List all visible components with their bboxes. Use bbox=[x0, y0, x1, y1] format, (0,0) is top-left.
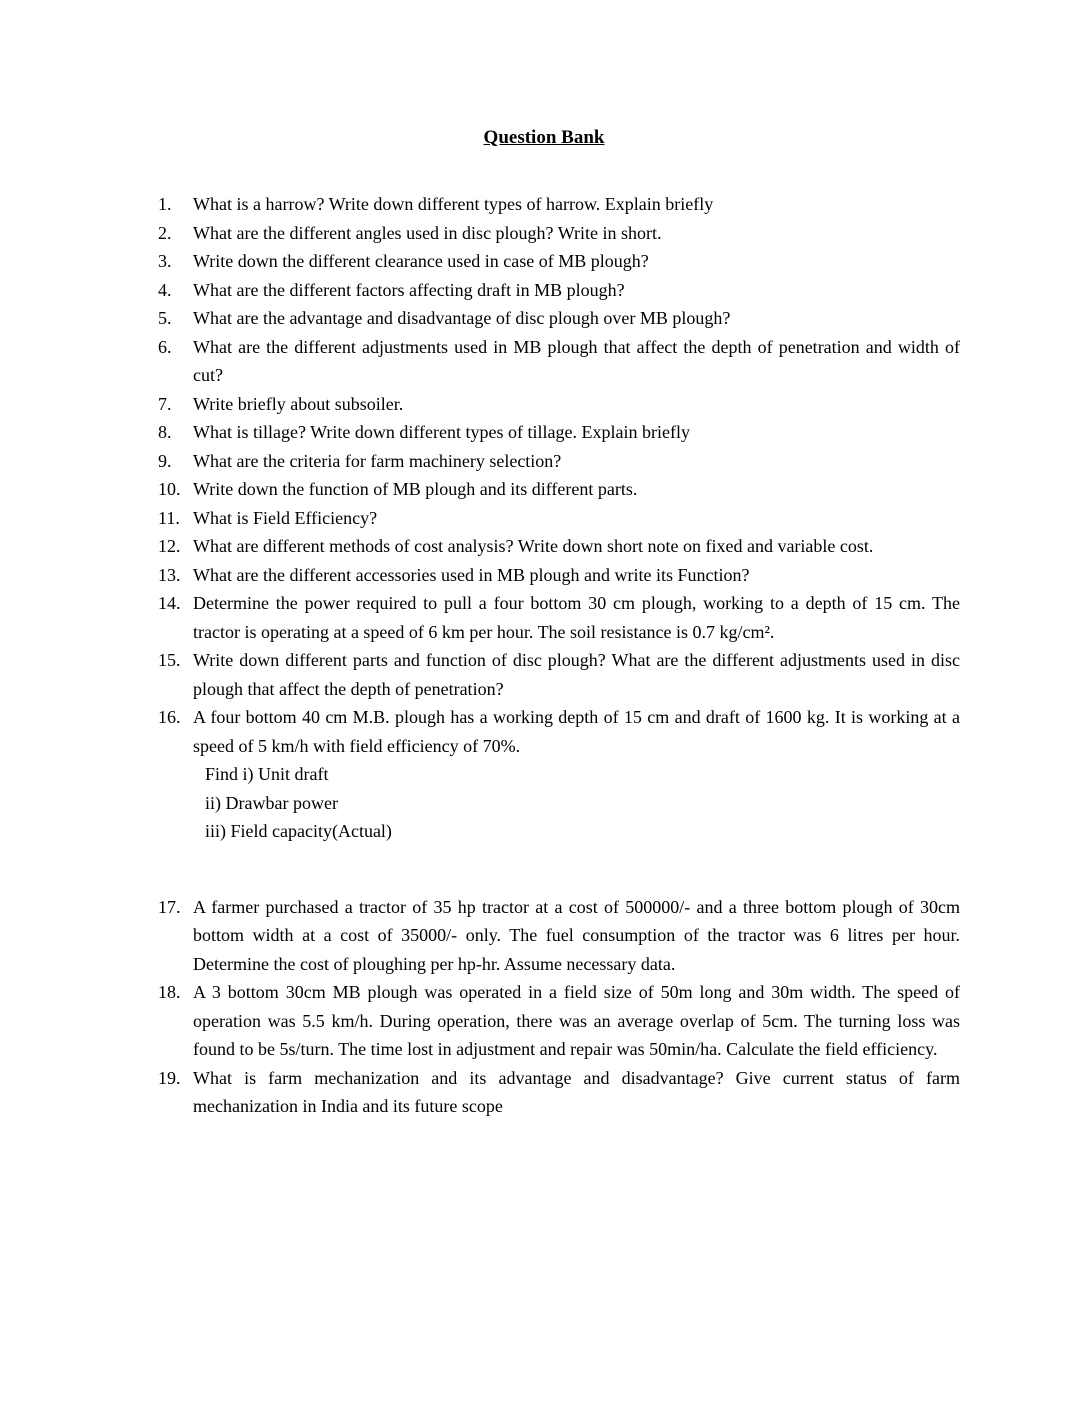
question-number: 6. bbox=[158, 336, 172, 357]
question-text: What are the different accessories used in MB plough and write its Function? bbox=[193, 564, 750, 585]
question-number: 14. bbox=[158, 593, 181, 613]
question-number: 9. bbox=[158, 450, 172, 471]
question-number: 15. bbox=[158, 650, 181, 670]
question-text: A farmer purchased a tractor of 35 hp tractor at a cost of 500000/- and a three bottom plough of 30cm bottom width at a cost of 35000/- only. The fuel consumption of the tractor was 6 litres per hour. Determine the cost of ploughing per hp-hr. Assume necessary data. bbox=[193, 896, 960, 974]
question-item-7 bbox=[158, 390, 960, 419]
question-item-19 bbox=[158, 1064, 960, 1121]
question-body bbox=[193, 561, 960, 590]
question-body bbox=[193, 190, 960, 219]
question-subline: iii) Field capacity(Actual) bbox=[205, 821, 392, 841]
page-title-text: Question Bank bbox=[483, 127, 605, 148]
question-text: What are the criteria for farm machinery selection? bbox=[193, 450, 562, 471]
question-text: A 3 bottom 30cm MB plough was operated in a field size of 50m long and 30m width. The speed of operation was 5.5 km/h. During operation, there was an average overlap of 5cm. The turning loss was found to be 5s/turn. The time lost in adjustment and repair was 50min/ha. Calculate the field efficiency. bbox=[193, 982, 960, 1059]
question-item-8 bbox=[158, 418, 960, 447]
question-number: 12. bbox=[158, 536, 181, 556]
question-body bbox=[193, 475, 960, 504]
question-body bbox=[193, 247, 960, 276]
question-text: What are the advantage and disadvantage of disc plough over MB plough? bbox=[193, 308, 731, 328]
question-body bbox=[193, 703, 960, 846]
question-text: What is Field Efficiency? bbox=[193, 507, 378, 528]
question-list bbox=[158, 190, 960, 1121]
question-body bbox=[193, 646, 960, 703]
question-item-9 bbox=[158, 447, 960, 476]
question-number: 8. bbox=[158, 422, 172, 442]
question-number: 2. bbox=[158, 222, 172, 243]
question-body bbox=[193, 893, 960, 979]
question-text: Write down different parts and function of disc plough? What are the different adjustments used in disc plough that affect the depth of penetration? bbox=[193, 650, 960, 699]
question-number: 17. bbox=[158, 896, 181, 917]
question-item-15 bbox=[158, 646, 960, 703]
question-number: 1. bbox=[158, 194, 172, 214]
question-number: 18. bbox=[158, 982, 181, 1002]
question-number: 13. bbox=[158, 564, 181, 585]
question-number: 16. bbox=[158, 707, 181, 727]
question-body bbox=[193, 333, 960, 390]
question-number: 10. bbox=[158, 479, 181, 499]
question-item-18 bbox=[158, 978, 960, 1064]
question-item-1 bbox=[158, 190, 960, 219]
question-number: 11. bbox=[158, 507, 180, 528]
question-body bbox=[193, 276, 960, 305]
page-title bbox=[0, 127, 1088, 149]
question-item-12 bbox=[158, 532, 960, 561]
question-body bbox=[193, 504, 960, 533]
question-body bbox=[193, 1064, 960, 1121]
question-text: What are different methods of cost analysis? Write down short note on fixed and variable cost. bbox=[193, 536, 874, 556]
question-body bbox=[193, 447, 960, 476]
question-subline: Find i) Unit draft bbox=[205, 764, 329, 784]
question-number: 19. bbox=[158, 1067, 181, 1088]
question-item-10 bbox=[158, 475, 960, 504]
question-item-2 bbox=[158, 219, 960, 248]
question-body bbox=[193, 390, 960, 419]
question-number: 5. bbox=[158, 308, 172, 328]
question-text: Write briefly about subsoiler. bbox=[193, 393, 404, 414]
question-text: What are the different adjustments used in MB plough that affect the depth of penetration and width of cut? bbox=[193, 336, 960, 385]
question-item-14 bbox=[158, 589, 960, 646]
question-body bbox=[193, 304, 960, 333]
question-body bbox=[193, 418, 960, 447]
question-item-17 bbox=[158, 893, 960, 979]
question-text: A four bottom 40 cm M.B. plough has a working depth of 15 cm and draft of 1600 kg. It is working at a speed of 5 km/h with field efficiency of 70%. bbox=[193, 707, 960, 756]
question-text: What are the different factors affecting draft in MB plough? bbox=[193, 279, 625, 300]
question-subline: ii) Drawbar power bbox=[205, 792, 338, 813]
question-item-6 bbox=[158, 333, 960, 390]
question-item-4 bbox=[158, 276, 960, 305]
question-text: Write down the different clearance used in case of MB plough? bbox=[193, 251, 649, 271]
question-text: What are the different angles used in disc plough? Write in short. bbox=[193, 222, 662, 243]
question-number: 7. bbox=[158, 393, 172, 414]
question-body bbox=[193, 978, 960, 1064]
question-text: Write down the function of MB plough and its different parts. bbox=[193, 479, 638, 499]
question-number: 3. bbox=[158, 251, 172, 271]
question-item-13 bbox=[158, 561, 960, 590]
question-text: Determine the power required to pull a four bottom 30 cm plough, working to a depth of 15 cm. The tractor is operating at a speed of 6 km per hour. The soil resistance is 0.7 kg/cm². bbox=[193, 593, 960, 642]
question-item-11 bbox=[158, 504, 960, 533]
question-body bbox=[193, 589, 960, 646]
question-text: What is a harrow? Write down different types of harrow. Explain briefly bbox=[193, 194, 714, 214]
question-text: What is tillage? Write down different types of tillage. Explain briefly bbox=[193, 422, 690, 442]
question-item-3 bbox=[158, 247, 960, 276]
question-item-5 bbox=[158, 304, 960, 333]
question-number: 4. bbox=[158, 279, 172, 300]
question-body bbox=[193, 219, 960, 248]
question-text: What is farm mechanization and its advantage and disadvantage? Give current status of farm mechanization in India and its future scope bbox=[193, 1067, 960, 1116]
question-body bbox=[193, 532, 960, 561]
question-item-16 bbox=[158, 703, 960, 846]
